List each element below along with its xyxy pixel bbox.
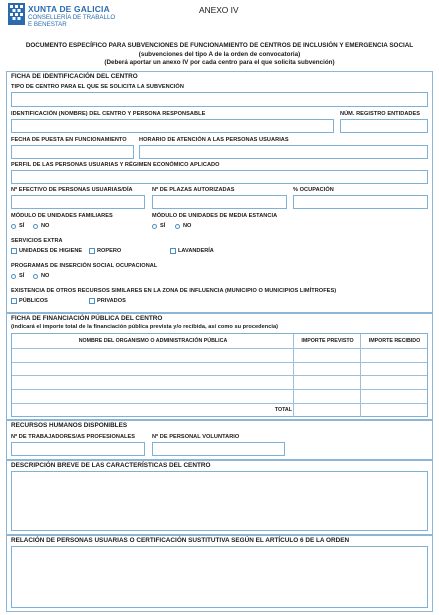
descripcion-heading: DESCRIPCIÓN BREVE DE LAS CARACTERÍSTICAS DEL CENTRO: [11, 462, 211, 469]
modulo-familiares-si-radio[interactable]: [11, 224, 16, 229]
registro-input[interactable]: [340, 119, 428, 133]
total-label: TOTAL: [274, 407, 292, 413]
programas-label: PROGRAMAS DE INSERCIÓN SOCIAL OCUPACIONAL: [11, 263, 158, 269]
servicio-ropero-checkbox[interactable]: [89, 248, 95, 254]
relacion-textarea[interactable]: [11, 546, 428, 608]
table-row[interactable]: [12, 349, 293, 362]
servicio-lavanderia-label: LAVANDERÍA: [178, 248, 214, 254]
trabajadores-input[interactable]: [11, 442, 145, 456]
programas-si-label: SÍ: [19, 273, 25, 279]
modulo-familiares-label: MÓDULO DE UNIDADES FAMILIARES: [11, 213, 113, 219]
registro-label: NÚM. REGISTRO ENTIDADES: [340, 111, 421, 117]
servicio-ropero-label: ROPERO: [97, 248, 122, 254]
total-previsto-cell[interactable]: [294, 404, 360, 417]
xunta-logo: [8, 3, 25, 25]
modulo-media-si-label: SÍ: [160, 223, 166, 229]
publicos-label: PÚBLICOS: [19, 298, 48, 304]
col-recibido-header: IMPORTE RECIBIDO: [368, 338, 421, 344]
table-row[interactable]: [12, 363, 293, 375]
horario-input[interactable]: [139, 145, 428, 159]
identificacion-label: IDENTIFICACIÓN (NOMBRE) DEL CENTRO Y PERSONA RESPONSABLE: [11, 111, 206, 117]
identificacion-input[interactable]: [11, 119, 334, 133]
recursos-heading: RECURSOS HUMANOS DISPONIBLES: [11, 422, 128, 429]
servicios-label: SERVICIOS EXTRA: [11, 238, 63, 244]
financiacion-note: (indicará el importe total de la financiación pública prevista y/o recibida, así como su procedencia): [11, 324, 279, 330]
privados-checkbox[interactable]: [89, 298, 95, 304]
programas-si-radio[interactable]: [11, 274, 16, 279]
voluntario-label: Nº DE PERSONAL VOLUNTARIO: [152, 434, 240, 440]
existencia-label: EXISTENCIA DE OTROS RECURSOS SIMILARES EN LA ZONA DE INFLUENCIA (MUNICIPIO O MUNICIPIOS LIMÍTROFES): [11, 288, 337, 294]
modulo-familiares-no-label: NO: [41, 223, 50, 229]
programas-no-label: NO: [41, 273, 50, 279]
xunta-emblem-icon: [8, 3, 25, 25]
modulo-media-no-label: NO: [183, 223, 192, 229]
ocupacion-label: % OCUPACIÓN: [293, 187, 334, 193]
table-row[interactable]: [12, 376, 293, 389]
annex-label: ANEXO IV: [199, 5, 239, 15]
servicio-lavanderia-checkbox[interactable]: [170, 248, 176, 254]
voluntario-input[interactable]: [152, 442, 285, 456]
efectivo-label: Nº EFECTIVO DE PERSONAS USUARIAS/DÍA: [11, 187, 133, 193]
servicio-higiene-label: UNIDADES DE HIGIENE: [19, 248, 83, 254]
servicio-higiene-checkbox[interactable]: [11, 248, 17, 254]
org-name: XUNTA DE GALICIA: [28, 4, 110, 14]
tipo-centro-label: TIPO DE CENTRO PARA EL QUE SE SOLICITA LA SUBVENCIÓN: [11, 84, 184, 90]
ficha-centro-heading: FICHA DE IDENTIFICACIÓN DEL CENTRO: [11, 73, 138, 80]
trabajadores-label: Nº DE TRABAJADORES/AS PROFESIONALES: [11, 434, 136, 440]
modulo-media-no-radio[interactable]: [175, 224, 180, 229]
col-nombre-header: NOMBRE DEL ORGANISMO O ADMINISTRACIÓN PÚBLICA: [78, 338, 228, 344]
plazas-input[interactable]: [152, 195, 287, 209]
relacion-heading: RELACIÓN DE PERSONAS USUARIAS O CERTIFICACIÓN SUSTITUTIVA SEGÚN EL ARTÍCULO 6 DE LA ORDEN: [11, 537, 350, 544]
modulo-familiares-si-label: SÍ: [19, 223, 25, 229]
financiacion-heading: FICHA DE FINANCIACIÓN PÚBLICA DEL CENTRO: [11, 315, 163, 322]
ocupacion-input[interactable]: [293, 195, 428, 209]
document-subtitle-1: (subvenciones del tipo A de la orden de convocatoria): [138, 51, 301, 58]
descripcion-textarea[interactable]: [11, 471, 428, 531]
perfil-input[interactable]: [11, 170, 428, 184]
modulo-media-label: MÓDULO DE UNIDADES DE MEDIA ESTANCIA: [152, 213, 278, 219]
privados-label: PRIVADOS: [97, 298, 126, 304]
dept-line-1: CONSELLERÍA DE TRABALLO: [28, 14, 116, 21]
horario-label: HORARIO DE ATENCIÓN A LAS PERSONAS USUARIAS: [139, 137, 289, 143]
programas-no-radio[interactable]: [33, 274, 38, 279]
publicos-checkbox[interactable]: [11, 298, 17, 304]
modulo-media-si-radio[interactable]: [152, 224, 157, 229]
efectivo-input[interactable]: [11, 195, 145, 209]
financiacion-table: [11, 333, 428, 417]
tipo-centro-input[interactable]: [11, 92, 428, 107]
col-previsto-header: IMPORTE PREVISTO: [301, 338, 354, 344]
total-recibido-cell[interactable]: [361, 404, 427, 417]
table-row[interactable]: [12, 390, 293, 403]
dept-line-2: E BENESTAR: [28, 21, 67, 28]
document-subtitle-2: (Deberá aportar un anexo IV por cada centro para el que solicita subvención): [104, 59, 335, 66]
modulo-familiares-no-radio[interactable]: [33, 224, 38, 229]
fecha-label: FECHA DE PUESTA EN FUNCIONAMIENTO: [11, 137, 127, 143]
fecha-input[interactable]: [11, 145, 134, 159]
perfil-label: PERFIL DE LAS PERSONAS USUARIAS Y RÉGIMEN ECONÓMICO APLICADO: [11, 162, 220, 168]
document-title: DOCUMENTO ESPECÍFICO PARA SUBVENCIONES DE FUNCIONAMIENTO DE CENTROS DE INCLUSIÓN Y EMERGENCIA SOCIAL: [25, 42, 414, 49]
plazas-label: Nº DE PLAZAS AUTORIZADAS: [152, 187, 235, 193]
